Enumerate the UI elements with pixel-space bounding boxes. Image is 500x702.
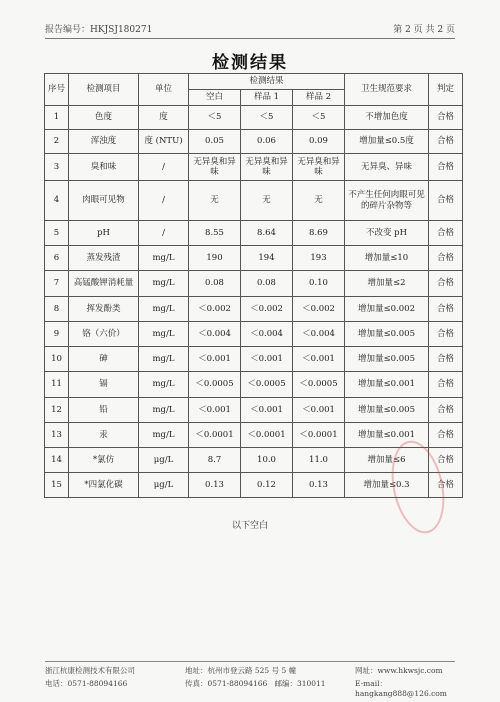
row-number: 3 (45, 154, 69, 181)
col-item-header: 检测项目 (69, 74, 139, 106)
judgement: 合格 (429, 154, 463, 181)
row-number: 4 (45, 181, 69, 221)
judgement: 合格 (429, 398, 463, 423)
footer-company: 浙江杭康检测技术有限公司 (45, 666, 135, 675)
footer-website: 网址：www.hkwsjc.com (355, 666, 443, 675)
sample1-value: ＜0.001 (241, 398, 293, 423)
footer-fax-postcode (185, 678, 355, 698)
table-row (45, 271, 463, 297)
sample2-value: 11.0 (293, 448, 345, 473)
table-row (45, 246, 463, 271)
judgement: 合格 (429, 181, 463, 221)
report-number: 报告编号：HKJSJ180271 (45, 25, 153, 35)
test-item: 浑浊度 (69, 130, 139, 154)
sample1-value: 0.12 (241, 473, 293, 498)
table-row (45, 154, 463, 181)
col-req-header: 卫生规范要求 (345, 74, 429, 106)
table-row (45, 322, 463, 347)
unit: mg/L (139, 322, 189, 347)
test-item: 挥发酚类 (69, 297, 139, 322)
test-item: 肉眼可见物 (69, 181, 139, 221)
sample2-value: 0.09 (293, 130, 345, 154)
blank-value: 0.13 (189, 473, 241, 498)
judgement: 合格 (429, 130, 463, 154)
judgement: 合格 (429, 271, 463, 297)
sample1-value: ＜0.0001 (241, 423, 293, 448)
judgement: 合格 (429, 423, 463, 448)
page-footer (45, 661, 455, 698)
sample2-value: 0.13 (293, 473, 345, 498)
table-row (45, 423, 463, 448)
blank-value: 0.08 (189, 271, 241, 297)
blank-value: ＜0.001 (189, 347, 241, 372)
judgement: 合格 (429, 448, 463, 473)
test-item: *四氯化碳 (69, 473, 139, 498)
judgement: 合格 (429, 322, 463, 347)
sample2-value: ＜5 (293, 106, 345, 130)
blank-value: ＜0.004 (189, 322, 241, 347)
test-item: 铬（六价） (69, 322, 139, 347)
sample1-value: 10.0 (241, 448, 293, 473)
page-title: 检测结果 (212, 53, 288, 73)
requirement: 增加量≤0.005 (345, 398, 429, 423)
test-item: pH (69, 221, 139, 246)
requirement: 增加量≤6 (345, 448, 429, 473)
requirement: 增加量≤0.001 (345, 423, 429, 448)
row-number: 10 (45, 347, 69, 372)
unit: mg/L (139, 246, 189, 271)
unit: / (139, 221, 189, 246)
requirement: 增加量≤0.002 (345, 297, 429, 322)
judgement: 合格 (429, 297, 463, 322)
table-row (45, 221, 463, 246)
footer-phone: 电话：0571-88094166 (45, 679, 128, 688)
row-number: 9 (45, 322, 69, 347)
row-number: 15 (45, 473, 69, 498)
sample2-value: 8.69 (293, 221, 345, 246)
blank-value: 无 (189, 181, 241, 221)
blank-value: ＜0.002 (189, 297, 241, 322)
results-table (44, 73, 463, 498)
unit: mg/L (139, 347, 189, 372)
sample1-value: ＜0.002 (241, 297, 293, 322)
judgement: 合格 (429, 246, 463, 271)
judgement: 合格 (429, 347, 463, 372)
sample2-value: ＜0.0005 (293, 372, 345, 398)
test-item: 蒸发残渣 (69, 246, 139, 271)
table-row (45, 398, 463, 423)
requirement: 无异臭、异味 (345, 154, 429, 181)
unit: mg/L (139, 271, 189, 297)
footer-email: E-mail：hangkang888@126.com (355, 679, 447, 698)
judgement: 合格 (429, 221, 463, 246)
unit: mg/L (139, 372, 189, 398)
sample1-value: 8.64 (241, 221, 293, 246)
unit: 度 (NTU) (139, 130, 189, 154)
requirement: 不产生任何肉眼可见的碎片杂物等 (345, 181, 429, 221)
table-row (45, 130, 463, 154)
table-row (45, 347, 463, 372)
row-number: 12 (45, 398, 69, 423)
table-row (45, 181, 463, 221)
requirement: 增加量≤0.3 (345, 473, 429, 498)
judgement: 合格 (429, 372, 463, 398)
sample1-value: ＜5 (241, 106, 293, 130)
sample1-value: ＜0.0005 (241, 372, 293, 398)
row-number: 14 (45, 448, 69, 473)
blank-value: ＜0.0005 (189, 372, 241, 398)
unit: mg/L (139, 398, 189, 423)
col-unit-header: 单位 (139, 74, 189, 106)
requirement: 不增加色度 (345, 106, 429, 130)
unit: μg/L (139, 448, 189, 473)
col-blank-header: 空白 (189, 90, 241, 106)
footer-address: 地址：杭州市登云路 525 号 5 幢 (185, 666, 297, 675)
sample2-value: ＜0.001 (293, 398, 345, 423)
row-number: 8 (45, 297, 69, 322)
blank-value: 8.55 (189, 221, 241, 246)
row-number: 13 (45, 423, 69, 448)
footer-postcode: 邮编：310011 (274, 679, 326, 688)
test-item: 色度 (69, 106, 139, 130)
sample2-value: ＜0.002 (293, 297, 345, 322)
row-number: 7 (45, 271, 69, 297)
requirement: 增加量≤0.5度 (345, 130, 429, 154)
test-item: 铅 (69, 398, 139, 423)
blank-value: 190 (189, 246, 241, 271)
unit: mg/L (139, 423, 189, 448)
test-item: *氯仿 (69, 448, 139, 473)
test-item: 汞 (69, 423, 139, 448)
test-item: 砷 (69, 347, 139, 372)
row-number: 6 (45, 246, 69, 271)
table-row (45, 106, 463, 130)
row-number: 5 (45, 221, 69, 246)
row-number: 1 (45, 106, 69, 130)
blank-value: 8.7 (189, 448, 241, 473)
report-header (45, 22, 455, 39)
sample1-value: ＜0.001 (241, 347, 293, 372)
requirement: 增加量≤0.005 (345, 347, 429, 372)
test-item: 臭和味 (69, 154, 139, 181)
unit: 度 (139, 106, 189, 130)
requirement: 增加量≤0.005 (345, 322, 429, 347)
table-row (45, 297, 463, 322)
sample2-value: 无 (293, 181, 345, 221)
sample1-value: 无异臭和异味 (241, 154, 293, 181)
unit: mg/L (139, 297, 189, 322)
blank-value: 0.05 (189, 130, 241, 154)
sample2-value: ＜0.001 (293, 347, 345, 372)
test-item: 镉 (69, 372, 139, 398)
blank-value: ＜5 (189, 106, 241, 130)
requirement: 增加量≤0.001 (345, 372, 429, 398)
test-item: 高锰酸钾消耗量 (69, 271, 139, 297)
sample2-value: ＜0.0001 (293, 423, 345, 448)
unit: / (139, 154, 189, 181)
unit: / (139, 181, 189, 221)
blank-value: 无异臭和异味 (189, 154, 241, 181)
table-row (45, 372, 463, 398)
unit: μg/L (139, 473, 189, 498)
sample2-value: ＜0.004 (293, 322, 345, 347)
sample1-value: 0.08 (241, 271, 293, 297)
col-seq-header: 序号 (45, 74, 69, 106)
requirement: 不改变 pH (345, 221, 429, 246)
col-judge-header: 判定 (429, 74, 463, 106)
judgement: 合格 (429, 106, 463, 130)
requirement: 增加量≤2 (345, 271, 429, 297)
sample1-value: 194 (241, 246, 293, 271)
blank-value: ＜0.001 (189, 398, 241, 423)
end-note: 以下空白 (231, 521, 268, 531)
col-sample1-header: 样品 1 (241, 90, 293, 106)
col-sample2-header: 样品 2 (293, 90, 345, 106)
sample1-value: 0.06 (241, 130, 293, 154)
footer-fax: 传真：0571-88094166 (185, 679, 268, 688)
sample1-value: 无 (241, 181, 293, 221)
page-indicator: 第 2 页 共 2 页 (393, 25, 455, 35)
row-number: 2 (45, 130, 69, 154)
sample2-value: 0.10 (293, 271, 345, 297)
requirement: 增加量≤10 (345, 246, 429, 271)
sample2-value: 无异臭和异味 (293, 154, 345, 181)
row-number: 11 (45, 372, 69, 398)
blank-value: ＜0.0001 (189, 423, 241, 448)
sample2-value: 193 (293, 246, 345, 271)
col-results-header: 检测结果 (189, 74, 345, 90)
sample1-value: ＜0.004 (241, 322, 293, 347)
judgement: 合格 (429, 473, 463, 498)
